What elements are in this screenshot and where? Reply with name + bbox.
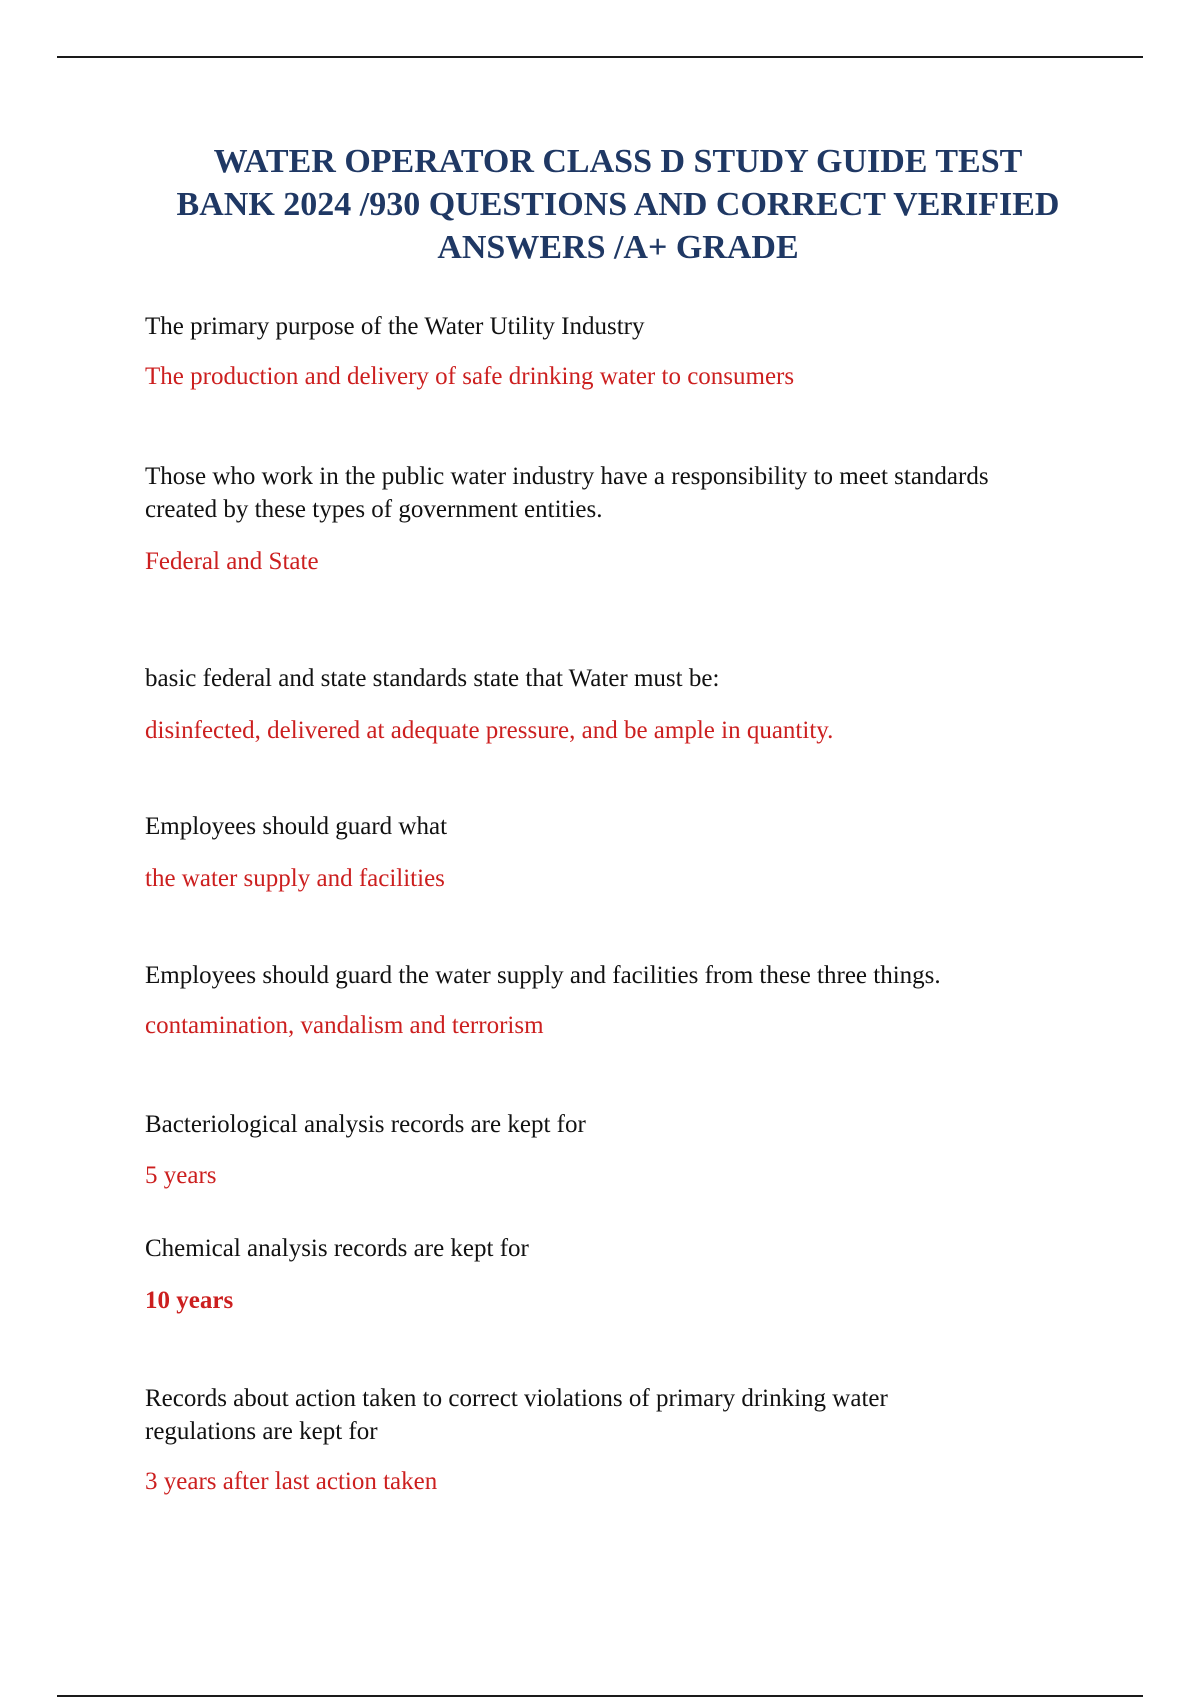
question-text: Employees should guard the water supply and facilities from these three things.: [145, 962, 941, 989]
question-text-line-2: created by these types of government entities.: [145, 496, 603, 523]
qa-item-5: [145, 959, 1105, 1042]
answer-text: 10 years: [145, 1287, 234, 1314]
answer-text: 5 years: [145, 1162, 217, 1189]
qa-item-8: [145, 1382, 1105, 1498]
answer-text: The production and delivery of safe drinking water to consumers: [145, 363, 795, 390]
answer-text: 3 years after last action taken: [145, 1468, 438, 1495]
question-text-line-2: regulations are kept for: [145, 1418, 378, 1445]
question-text: basic federal and state standards state that Water must be:: [145, 665, 720, 692]
title-line-1: WATER OPERATOR CLASS D STUDY GUIDE TEST: [213, 143, 1023, 180]
document-title: [120, 140, 1116, 269]
bottom-rule: [57, 1695, 1143, 1697]
qa-item-7: [145, 1232, 1105, 1317]
qa-item-4: [145, 810, 1105, 895]
qa-item-1: [145, 310, 1105, 393]
question-text: Bacteriological analysis records are kept for: [145, 1111, 586, 1138]
answer-text: the water supply and facilities: [145, 865, 445, 892]
title-line-3: ANSWERS /A+ GRADE: [437, 229, 799, 266]
question-text: Employees should guard what: [145, 813, 448, 840]
qa-item-6: [145, 1108, 1105, 1192]
title-line-2: BANK 2024 /930 QUESTIONS AND CORRECT VERIFIED: [176, 186, 1060, 223]
question-text-line-1: Records about action taken to correct violations of primary drinking water: [145, 1385, 888, 1412]
answer-text: disinfected, delivered at adequate pressure, and be ample in quantity.: [145, 717, 834, 744]
top-rule: [57, 56, 1143, 58]
qa-item-2: [145, 460, 1105, 578]
qa-item-3: [145, 662, 1105, 747]
question-text: Chemical analysis records are kept for: [145, 1235, 529, 1262]
question-text-line-1: Those who work in the public water industry have a responsibility to meet standards: [145, 463, 989, 490]
question-text: The primary purpose of the Water Utility Industry: [145, 313, 645, 340]
answer-text: contamination, vandalism and terrorism: [145, 1012, 544, 1039]
answer-text: Federal and State: [145, 548, 319, 575]
